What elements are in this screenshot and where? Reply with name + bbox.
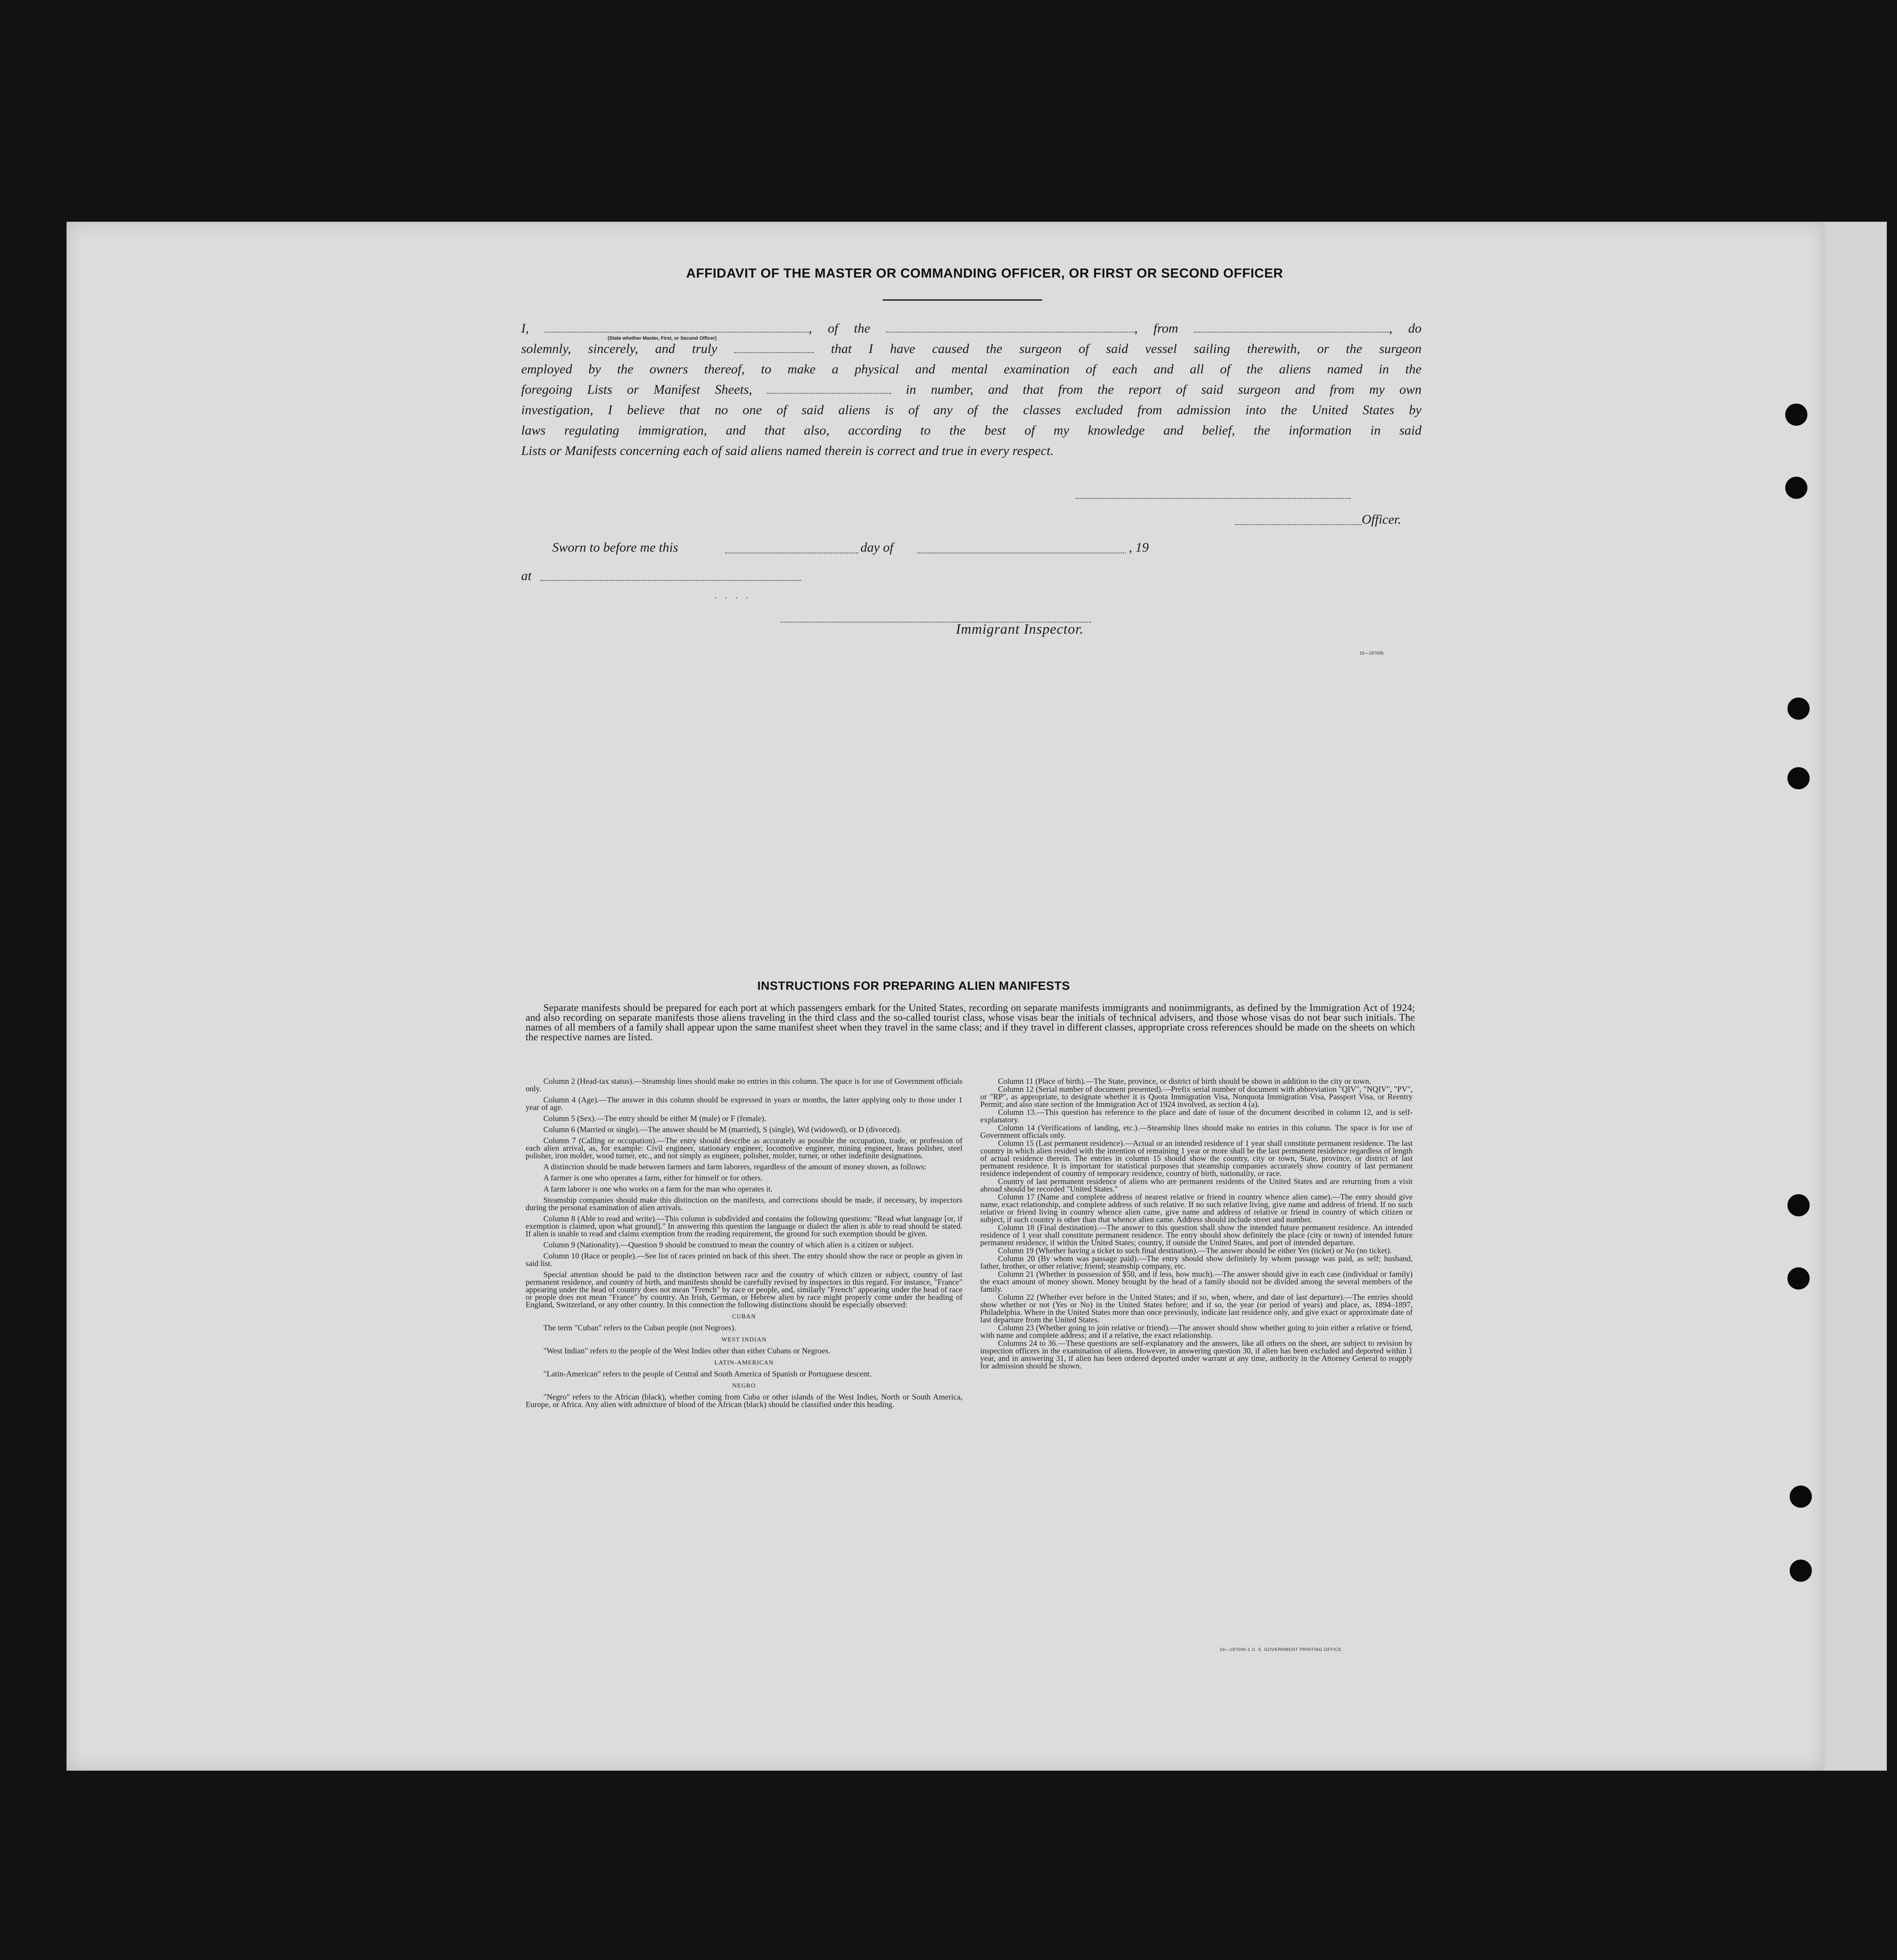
instructions-intro: Separate manifests should be prepared for each port at which passengers embark for the United States, recording on separate manifests immigrants and nonimmigrants, as defined by the Immigration Act of 1924; and also recording on separate manifests those aliens traveling in the third class and the so-called tourist class, whose visas bear the initials of technical advisers, and those whose visas do not bear such initials. The names of all members of a family shall appear upon the same manifest sheet when they travel in the same class; and if they travel in different classes, appropriate cross references should be made on the sheets on which the respective names are listed. <box>526 1002 1415 1043</box>
binder-hole <box>1787 698 1810 720</box>
instruction-paragraph: Column 10 (Race or people).—See list of races printed on back of this sheet. The entry should show the race or people as given in said list. <box>526 1251 962 1268</box>
affidavit-line-6: laws regulating immigration, and that also, according to the best of my knowledge and belief, the information in said <box>521 423 1422 438</box>
year-label: , 19 <box>1129 540 1149 555</box>
stray-marks: · · · · <box>714 593 751 603</box>
text-i: I, <box>521 321 529 336</box>
instruction-paragraph: Country of last permanent residence of aliens who are permanent residents of the United States and are returning from a visit abroad should be recorded "United States." <box>980 1177 1413 1193</box>
instruction-paragraph: A farmer is one who operates a farm, either for himself or for others. <box>543 1173 763 1182</box>
instructions-title: INSTRUCTIONS FOR PREPARING ALIEN MANIFESTS <box>757 979 1070 992</box>
instruction-paragraph: Column 9 (Nationality).—Question 9 should be construed to mean the country of which alien is a citizen or subject. <box>543 1240 914 1249</box>
form-code: 16—18700b <box>1359 651 1384 656</box>
sworn-label: Sworn to before me this <box>552 540 678 555</box>
affidavit-title: AFFIDAVIT OF THE MASTER OR COMMANDING OFFICER, OR FIRST OR SECOND OFFICER <box>686 266 1283 281</box>
instruction-paragraph: A farm laborer is one who works on a farm for the man who operates it. <box>543 1184 773 1193</box>
officer-title-blank[interactable] <box>545 322 809 333</box>
affidavit-line-4 <box>521 380 1422 400</box>
instruction-paragraph: Column 14 (Verifications of landing, etc.).—Steamship lines should make no entries in this column. The space is for use of Government officials only. <box>980 1123 1413 1140</box>
text-solemnly: solemnly, sincerely, and truly <box>521 341 717 356</box>
binder-hole <box>1785 477 1807 499</box>
instruction-paragraph: Column 21 (Whether in possession of $50, and if less, how much).—The answer should give in each case (individual or family) the exact amount of money shown. Money brought by the head of a family should not be divided among the several members of the family. <box>980 1270 1413 1294</box>
day-of-label: day of <box>860 540 894 555</box>
text-foregoing: foregoing Lists or Manifest Sheets, <box>521 382 752 397</box>
instruction-paragraph: A distinction should be made between farmers and farm laborers, regardless of the amount of money shown, as follows: <box>543 1162 927 1171</box>
signature-line[interactable] <box>1076 498 1351 499</box>
instruction-paragraph: Special attention should be paid to the distinction between race and the country of which citizen or subject, country of last permanent residence, and country of birth, and manifests should be carefully revised by inspectors in this regard. For instance, "France" appearing under the head of country does not mean "French" by race or people, and, similarly "French" appearing under the head of race or people does not mean "France" by country. An Irish, German, or Hebrew alien by race might properly come under the heading of England, Switzerland, or any other country. In this connection the following distinctions should be especially observed: <box>526 1270 962 1309</box>
text-from: , from <box>1134 321 1178 336</box>
heading-latin-american: LATIN-AMERICAN <box>714 1360 774 1366</box>
instruction-paragraph: Steamship companies should make this distinction on the manifests, and corrections should be made, if necessary, by inspectors during the personal examination of alien arrivals. <box>526 1196 962 1212</box>
affidavit-line-2 <box>521 339 1422 359</box>
binder-hole <box>1787 1194 1810 1216</box>
instruction-paragraph: Column 17 (Name and complete address of nearest relative or friend in country whence alien came).—The entry should give name, exact relationship, and complete address of such relative. If no such relative living, give name and address of friend. If no such relative or friend living in country whence alien came, give name and address of relative or friend in country of which citizen or subject, if such country is other than that whence alien came. Address should include street and number. <box>980 1192 1413 1224</box>
place-blank[interactable] <box>540 580 801 581</box>
state-whether-note: (State whether Master, First, or Second Officer) <box>608 336 717 341</box>
vessel-name-blank[interactable] <box>886 322 1135 333</box>
instruction-paragraph: Column 19 (Whether having a ticket to such final destination).—The answer should be either Yes (ticket) or No (no ticket). <box>998 1246 1392 1255</box>
instruction-paragraph: Column 12 (Serial number of document presented).—Prefix serial number of document with abbreviation "QIV", "NQIV", "PV", or "RP", as appropriate, to designate whether it is Quota Immigration Visa, Nonquota Immigration Visa, Passport Visa, or Reentry Permit; and also state section of the Immigration Act of 1924 involved, as section 4 (a). <box>980 1085 1413 1109</box>
instructions-right-column <box>980 1078 1413 1370</box>
binder-hole <box>1790 1560 1812 1582</box>
binder-hole <box>1790 1486 1812 1508</box>
title-underline <box>883 299 1042 301</box>
definition-negro: "Negro" refers to the African (black), whether coming from Cuba or other islands of the West Indies, North or South America, Europe, or Africa. Any alien with admixture of blood of the African (black) should be classified under this heading. <box>526 1392 962 1409</box>
heading-west-indian: WEST INDIAN <box>721 1337 767 1343</box>
heading-negro: NEGRO <box>732 1383 756 1389</box>
instruction-paragraph: Column 15 (Last permanent residence).—Actual or an intended residence of 1 year shall constitute permanent residence. The last country in which alien resided with the intention of remaining 1 year or more shall be the last permanent residence regardless of length of actual residence therein. The entries in column 15 should show the country, city or town, State, province, or district of last permanent residence. It is important for statistical purposes that steamship companies accurately show country of last permanent residence independent of country of temporary residence, country of birth, nationality, or race. <box>980 1139 1413 1178</box>
binder-hole <box>1785 404 1807 426</box>
binder-hole <box>1787 1267 1810 1290</box>
sheet-margin-strip <box>1825 222 1887 1771</box>
inspector-label: Immigrant Inspector. <box>956 621 1084 637</box>
affidavit-line-7: Lists or Manifests concerning each of said aliens named therein is correct and true in every respect. <box>521 443 1054 458</box>
swear-affirm-blank[interactable] <box>734 342 814 353</box>
instruction-paragraph: Column 7 (Calling or occupation).—The entry should describe as accurately as possible the occupation, trade, or profession of each alien arrival, as, for example: Civil engineer, stationary engineer, locomotive engineer, mining engineer, brass polisher, steel polisher, iron molder, wood turner, etc., and not simply as engineer, polisher, molder, turner, or other indefinite designations. <box>526 1136 962 1160</box>
definition-latin-american: "Latin-American" refers to the people of Central and South America of Spanish or Portuguese descent. <box>543 1369 872 1378</box>
affidavit-line-5: investigation, I believe that no one of said aliens is of any of the classes excluded from admission into the United States by <box>521 403 1422 417</box>
instruction-paragraph: Column 4 (Age).—The answer in this column should be expressed in years or months, the latter applying only to those under 1 year of age. <box>526 1095 962 1112</box>
affidavit-line-3: employed by the owners thereof, to make a physical and mental examination of each and all of the aliens named in the <box>521 362 1422 376</box>
instructions-left-column <box>526 1078 962 1412</box>
text-of-the: , of the <box>809 321 870 336</box>
instruction-paragraph: Column 20 (By whom was passage paid).—The entry should show definitely by whom passage was paid, as self; husband, father, brother, or other relative; friend; steamship company, etc. <box>980 1254 1413 1270</box>
heading-cuban: CUBAN <box>732 1313 756 1320</box>
text-surgeon: that I have caused the surgeon of said vessel sailing therewith, or the surgeon <box>831 341 1422 356</box>
officer-label: Officer. <box>1362 512 1402 527</box>
officer-signature-line[interactable] <box>1235 524 1362 525</box>
document-sheet <box>67 222 1825 1771</box>
instruction-paragraph: Column 8 (Able to read and write).—This column is subdivided and contains the following questions: "Read what language [or, if exemption is claimed, upon what ground]." In answering this question the language or dialect the alien is able to read should be stated. If alien is unable to read and claims exemption from the reading requirement, the ground for such exemption should be given. <box>526 1214 962 1238</box>
instruction-paragraph: Column 23 (Whether going to join relative or friend).—The answer should show whether going to join either a relative or friend, with name and complete address; and if a relative, the exact relationship. <box>980 1323 1413 1340</box>
sheet-count-blank[interactable] <box>767 383 891 394</box>
definition-cuban: The term "Cuban" refers to the Cuban people (not Negroes). <box>543 1323 736 1332</box>
definition-west-indian: "West Indian" refers to the people of the West Indies other than either Cubans or Negroes. <box>543 1346 831 1355</box>
instruction-paragraph: Column 5 (Sex).—The entry should be either M (male) or F (female). <box>543 1114 766 1123</box>
instruction-paragraph: Column 13.—This question has reference to the place and date of issue of the document described in column 12, and is self-explanatory. <box>980 1108 1413 1124</box>
instruction-paragraph: Column 2 (Head-tax status).—Steamship lines should make no entries in this column. The space is for use of Government officials only. <box>526 1077 962 1093</box>
printing-office-code: 16—18700b-1 U. S. GOVERNMENT PRINTING OFFICE <box>1220 1647 1342 1652</box>
binder-hole <box>1787 767 1810 789</box>
instruction-paragraph: Column 18 (Final destination).—The answer to this question shall show the intended future permanent residence. An intended residence of 1 year shall constitute permanent residence. The entry should show definitely the place (city or town) of intended future permanent residence, if within the United States; country, if outside the United States, and port of intended departure. <box>980 1223 1413 1247</box>
port-from-blank[interactable] <box>1194 322 1389 333</box>
text-do: , do <box>1389 321 1422 336</box>
text-in-number: in number, and that from the report of said surgeon and from my own <box>906 382 1422 397</box>
instruction-paragraph: Column 6 (Married or single).—The answer should be M (married), S (single), Wd (widowed), or D (divorced). <box>543 1125 901 1134</box>
instruction-paragraph: Column 22 (Whether ever before in the United States; and if so, when, where, and date of last departure).—The entries should show whether or not (Yes or No) in the United States before; and if so, the year (or period of years) and place, as, 1894–1897, Philadelphia. Where in the United States more than once previously, indicate last residence only, and give exact or approximate date of last departure from the United States. <box>980 1293 1413 1324</box>
instruction-paragraph: Columns 24 to 36.—These questions are self-explanatory and the answers, like all others on the sheet, are subject to revision by inspection officers in the examination of aliens. However, in answering question 30, if alien has been excluded and deported within 1 year, and in answering 31, if alien has been ordered deported under warrant at any time, authority in the Attorney General to reapply for admission should be shown. <box>980 1339 1413 1370</box>
instruction-paragraph: Column 11 (Place of birth).—The State, province, or district of birth should be shown in addition to the city or town. <box>998 1077 1371 1086</box>
at-label: at <box>521 568 532 583</box>
